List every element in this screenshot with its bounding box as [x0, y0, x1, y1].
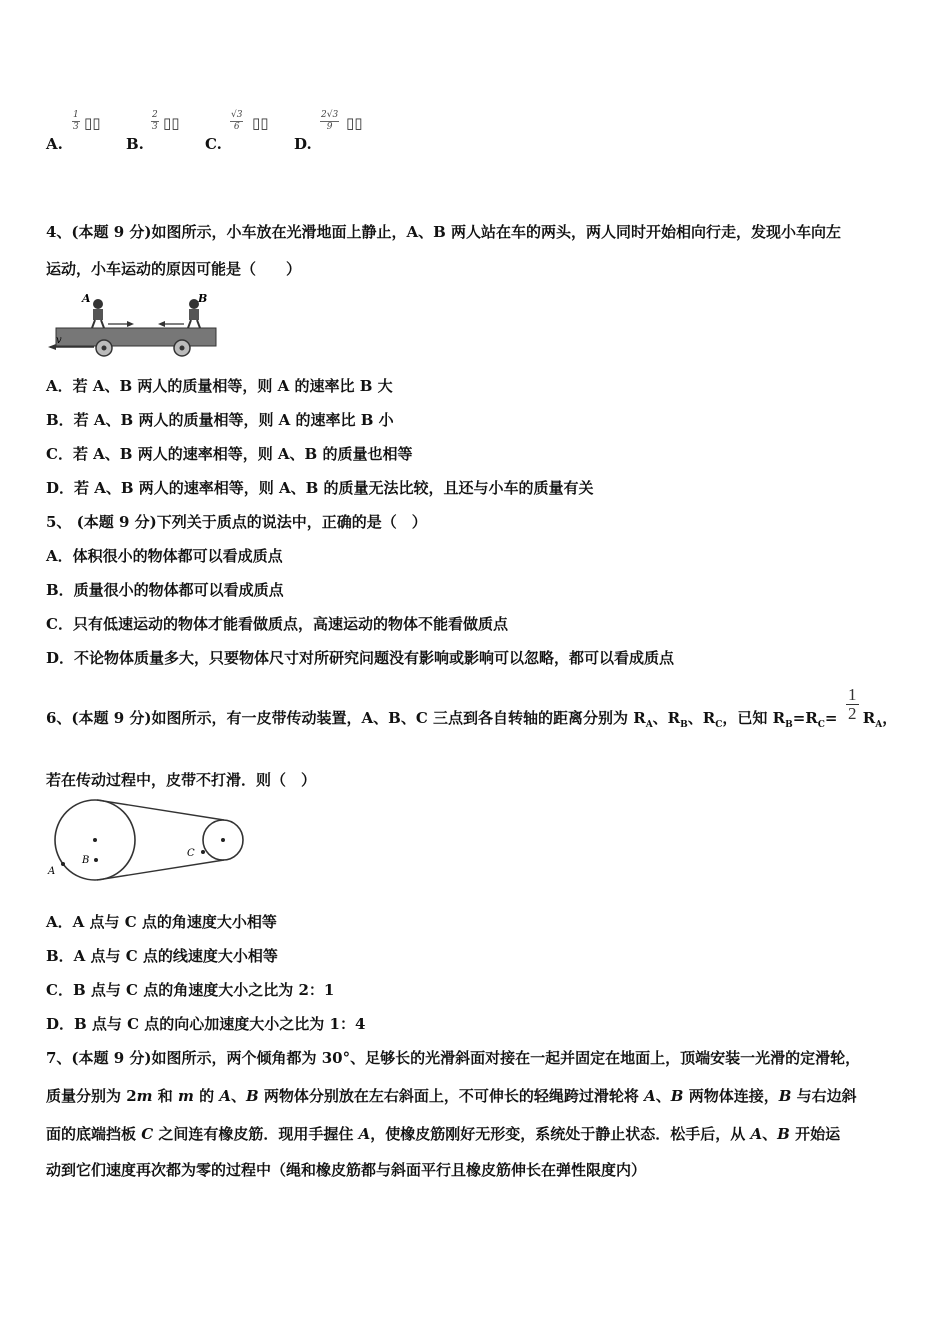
q4-stem-line-2: 运动，小车运动的原因可能是（ ）: [46, 260, 302, 278]
fraction-denominator: 6: [233, 122, 240, 132]
cart-body: [56, 328, 216, 346]
q3-option-a-letter: A.: [46, 135, 63, 153]
equals-sign: =: [824, 709, 838, 727]
q5-stem: 5、 (本题 9 分)下列关于质点的说法中，正确的是（ ）: [46, 513, 427, 531]
q4-option-c: C．若 A、B 两人的速率相等，则 A、B 的质量也相等: [46, 445, 413, 463]
text: 的: [193, 1087, 220, 1105]
q6-option-c: C．B 点与 C 点的角速度大小之比为 2：1: [46, 981, 335, 999]
fraction-denominator: 9: [326, 122, 333, 132]
fraction-denominator: 3: [152, 122, 158, 132]
q5-option-c: C．只有低速运动的物体才能看做质点，高速运动的物体不能看做质点: [46, 615, 508, 633]
missing-glyph-box: ▯▯: [346, 114, 363, 132]
q5-option-b: B．质量很小的物体都可以看成质点: [46, 581, 284, 599]
fraction-denominator: 3: [73, 122, 79, 132]
q6-belt-figure: [46, 796, 251, 886]
q3-option-d-fraction: [320, 110, 339, 133]
subscript: C: [817, 720, 825, 730]
belt-upper: [97, 800, 224, 820]
small-pulley-axle: [221, 838, 225, 842]
person-a: [92, 299, 104, 328]
object-b: B: [777, 1125, 790, 1143]
person-b-arrowhead: [158, 321, 165, 327]
missing-glyph-box: ▯▯: [163, 114, 180, 132]
text: 和: [152, 1087, 178, 1105]
large-pulley-axle: [93, 838, 97, 842]
object-a: A: [644, 1087, 656, 1105]
fraction-denominator: 2: [848, 704, 857, 723]
text: 质量分别为 2: [46, 1087, 137, 1105]
person-a-arrowhead: [127, 321, 134, 327]
text: 两物体连接，: [683, 1087, 779, 1105]
fraction-numerator: 2√3: [321, 110, 339, 120]
q3-option-c-letter: C.: [205, 135, 222, 153]
q3-option-a-fraction: [72, 110, 80, 133]
text: 、: [762, 1125, 778, 1143]
q6-fraction-half: [846, 686, 859, 723]
wheel-hub: [102, 346, 107, 351]
q6-option-d: D．B 点与 C 点的向心加速度大小之比为 1：4: [46, 1015, 366, 1033]
q3-option-c-fraction: [230, 110, 243, 133]
equals-r: =R: [792, 709, 818, 727]
mass-symbol: m: [136, 1087, 153, 1105]
text: ，使橡皮筋刚好无形变，系统处于静止状态．松手后，从: [370, 1125, 751, 1143]
person-a-label: A: [82, 292, 91, 305]
velocity-label: v: [56, 335, 62, 346]
person-b-label: B: [198, 292, 208, 305]
fraction-numerator: 1: [848, 685, 857, 704]
q6-stem-text: 6、(本题 9 分)如图所示，有一皮带传动装置，A、B、C 三点到各自转轴的距离分别为 R: [46, 709, 646, 727]
fraction-numerator: 1: [73, 110, 79, 120]
q7-stem-line-2: [46, 1086, 857, 1106]
q4-option-b: B．若 A、B 两人的质量相等，则 A 的速率比 B 小: [46, 411, 394, 429]
baffle-c: C: [141, 1125, 154, 1143]
subscript: A: [645, 720, 653, 730]
subscript: C: [715, 720, 723, 730]
object-a: A: [219, 1087, 231, 1105]
q6-stem-tail: ，: [882, 709, 898, 727]
q6-stem-mid: ，已知 R: [722, 709, 786, 727]
subscript: B: [680, 720, 688, 730]
q6-option-b: B．A 点与 C 点的线速度大小相等: [46, 947, 278, 965]
q6-stem-line-1: [46, 708, 897, 735]
text: 与右边斜: [791, 1087, 857, 1105]
q7-stem-line-1: 7、(本题 9 分)如图所示，两个倾角都为 30°、足够长的光滑斜面对接在一起并固定在地面上，顶端安装一光滑的定滑轮，: [46, 1049, 861, 1067]
object-a: A: [358, 1125, 371, 1143]
fraction-numerator: 2: [152, 110, 158, 120]
q6-stem-line-2: 若在传动过程中，皮带不打滑．则（ ）: [46, 771, 317, 789]
q4-option-d: D．若 A、B 两人的速率相等，则 A、B 的质量无法比较，且还与小车的质量有关: [46, 479, 594, 497]
text: 面的底端挡板: [46, 1125, 142, 1143]
q4-option-a: A．若 A、B 两人的质量相等，则 A 的速率比 B 大: [46, 377, 393, 395]
text: 之间连有橡皮筋．现用手握住: [153, 1125, 359, 1143]
missing-glyph-box: ▯▯: [84, 114, 101, 132]
point-a-label: A: [48, 866, 56, 877]
fraction-numerator: √3: [231, 110, 243, 120]
object-b: B: [245, 1087, 259, 1105]
r-symbol: R: [857, 709, 876, 727]
q3-option-d-letter: D.: [294, 135, 312, 153]
object-b: B: [778, 1087, 792, 1105]
object-a: A: [750, 1125, 763, 1143]
point-b-label: B: [82, 855, 90, 866]
missing-glyph-box: ▯▯: [252, 114, 269, 132]
text: 、: [230, 1087, 246, 1105]
subscript: B: [785, 720, 793, 730]
point-a: [61, 862, 65, 866]
belt-lower: [97, 860, 224, 880]
mass-symbol: m: [178, 1087, 194, 1105]
q6-option-a: A．A 点与 C 点的角速度大小相等: [46, 913, 277, 931]
q5-option-a: A．体积很小的物体都可以看成质点: [46, 547, 283, 565]
subscript: A: [875, 720, 883, 730]
text: 开始运: [789, 1125, 841, 1143]
velocity-arrowhead: [48, 344, 56, 350]
wheel-hub: [180, 346, 185, 351]
point-b: [94, 858, 98, 862]
text: 、: [655, 1087, 671, 1105]
q3-option-b-letter: B.: [126, 135, 144, 153]
q5-option-d: D．不论物体质量多大，只要物体尺寸对所研究问题没有影响或影响可以忽略，都可以看成质点: [46, 649, 675, 667]
q3-option-b-fraction: [151, 110, 159, 133]
q4-cart-figure: [46, 290, 221, 358]
q4-stem-line-1: 4、(本题 9 分)如图所示，小车放在光滑地面上静止，A、B 两人站在车的两头，两人同时开始相向行走，发现小车向左: [46, 223, 842, 241]
point-c: [201, 850, 205, 854]
separator: 、R: [687, 709, 716, 727]
point-c-label: C: [187, 848, 195, 859]
text: 两物体分别放在左右斜面上，不可伸长的轻绳跨过滑轮将: [258, 1087, 645, 1105]
separator: 、R: [652, 709, 681, 727]
q7-stem-line-4: 动到它们速度再次都为零的过程中（绳和橡皮筋都与斜面平行且橡皮筋伸长在弹性限度内）: [46, 1161, 647, 1179]
q7-stem-line-3: [46, 1124, 840, 1144]
object-b: B: [670, 1087, 684, 1105]
